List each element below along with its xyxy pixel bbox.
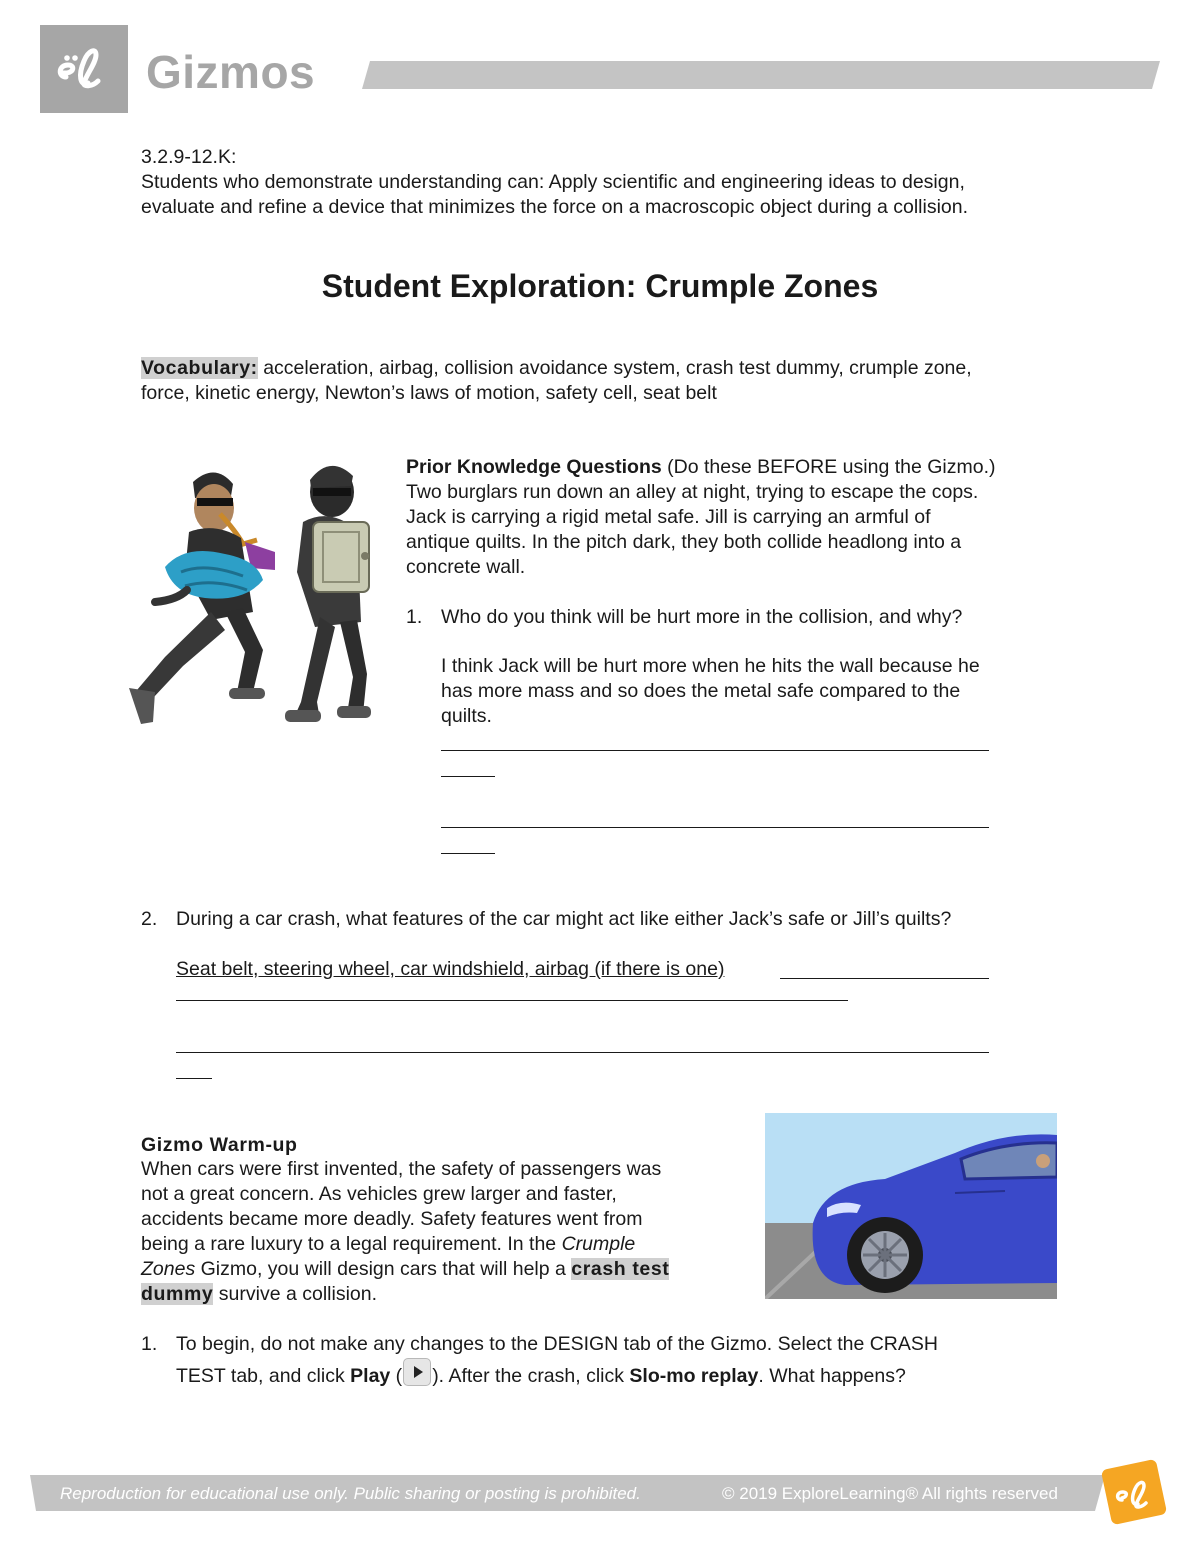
dummy-highlight: dummy <box>141 1283 214 1305</box>
warmup-question-1 <box>141 1330 1081 1386</box>
question-1 <box>406 605 1056 630</box>
answer-1-line: has more mass and so does the metal safe compared to the <box>441 680 961 702</box>
warmup-question-1-number: 1. <box>141 1333 158 1355</box>
question-1-text: Who do you think will be hurt more in the collision, and why? <box>441 606 963 628</box>
warmup-line: being a rare luxury to a legal requirement. In the <box>141 1233 562 1255</box>
answer-2-text: Seat belt, steering wheel, car windshield, airbag (if there is one) <box>176 958 725 980</box>
brand-name: Gizmos <box>146 46 316 98</box>
answer-1-line: I think Jack will be hurt more when he hits the wall because he <box>441 655 980 677</box>
warmup-body <box>141 1157 741 1307</box>
standard-line-1: Students who demonstrate understanding can: Apply scientific and engineering ideas to design, <box>141 171 965 193</box>
vocabulary-line-2: force, kinetic energy, Newton’s laws of motion, safety cell, seat belt <box>141 382 717 404</box>
warmup-line: accidents became more deadly. Safety features went from <box>141 1208 643 1230</box>
warmup-italic: Zones <box>141 1258 196 1280</box>
answer-line <box>441 853 495 854</box>
play-icon <box>403 1358 431 1386</box>
answer-line <box>780 978 989 979</box>
gizmos-logo <box>40 25 128 113</box>
jack-figure-icon <box>285 466 371 722</box>
footer-copyright: © 2019 ExploreLearning® All rights reserved <box>722 1484 1058 1503</box>
jill-figure-icon <box>129 472 275 724</box>
footer-disclaimer: Reproduction for educational use only. Public sharing or posting is prohibited. <box>60 1484 641 1503</box>
warmup-question-1-text: . What happens? <box>758 1365 906 1387</box>
vocabulary-label: Vocabulary: <box>141 357 258 379</box>
standard-line-2: evaluate and refine a device that minimizes the force on a macroscopic object during a collision. <box>141 196 969 218</box>
warmup-line: Gizmo, you will design cars that will help a <box>195 1258 572 1280</box>
answer-line <box>176 1052 989 1053</box>
prior-text-line: Two burglars run down an alley at night, trying to escape the cops. <box>406 481 979 503</box>
answer-1[interactable] <box>441 654 1061 729</box>
prior-text-line: antique quilts. In the pitch dark, they both collide headlong into a <box>406 531 962 553</box>
prior-knowledge-block <box>406 455 1071 580</box>
question-1-number: 1. <box>406 606 423 628</box>
warmup-line: When cars were first invented, the safety of passengers was <box>141 1158 662 1180</box>
answer-1-line: quilts. <box>441 705 492 727</box>
burglars-illustration <box>125 452 387 732</box>
warmup-heading: Gizmo Warm-up <box>141 1134 298 1156</box>
answer-line <box>441 827 989 828</box>
prior-text-line: Jack is carrying a rigid metal safe. Jill is carrying an armful of <box>406 506 931 528</box>
warmup-question-1-text: ). After the crash, click <box>432 1365 630 1387</box>
vocabulary-block <box>141 356 1071 406</box>
warmup-italic: Crumple <box>561 1233 636 1255</box>
warmup-question-1-text: ( <box>390 1365 403 1387</box>
warmup-line: not a great concern. As vehicles grew larger and faster, <box>141 1183 617 1205</box>
prior-text-line: concrete wall. <box>406 556 526 578</box>
answer-2[interactable] <box>176 957 724 982</box>
play-label: Play <box>350 1365 391 1387</box>
answer-line <box>176 1000 848 1001</box>
answer-line <box>176 1078 212 1079</box>
standard-code: 3.2.9-12.K: <box>141 146 237 168</box>
warmup-question-1-text: TEST tab, and click <box>176 1365 351 1387</box>
answer-line <box>441 776 495 777</box>
explorelearning-logo-icon <box>1096 1456 1170 1530</box>
question-2-number: 2. <box>141 908 158 930</box>
prior-knowledge-heading: Prior Knowledge Questions <box>406 456 662 478</box>
standard-block <box>141 145 1081 220</box>
prior-knowledge-note: (Do these BEFORE using the Gizmo.) <box>661 456 996 478</box>
warmup-question-1-line1: To begin, do not make any changes to the DESIGN tab of the Gizmo. Select the CRASH <box>176 1333 938 1355</box>
question-2 <box>141 907 1081 932</box>
el-logo-icon <box>40 25 128 113</box>
vocabulary-line-1: acceleration, airbag, collision avoidance system, crash test dummy, crumple zone, <box>257 357 972 379</box>
answer-line <box>441 750 989 751</box>
question-2-text: During a car crash, what features of the car might act like either Jack’s safe or Jill’s quilts? <box>176 908 952 930</box>
car-illustration <box>765 1113 1057 1299</box>
warmup-line: survive a collision. <box>213 1283 378 1305</box>
slomo-label: Slo-mo replay <box>629 1365 759 1387</box>
page-title: Student Exploration: Crumple Zones <box>321 268 879 304</box>
crash-test-highlight: crash test <box>571 1258 670 1280</box>
header-bar <box>362 61 1160 89</box>
